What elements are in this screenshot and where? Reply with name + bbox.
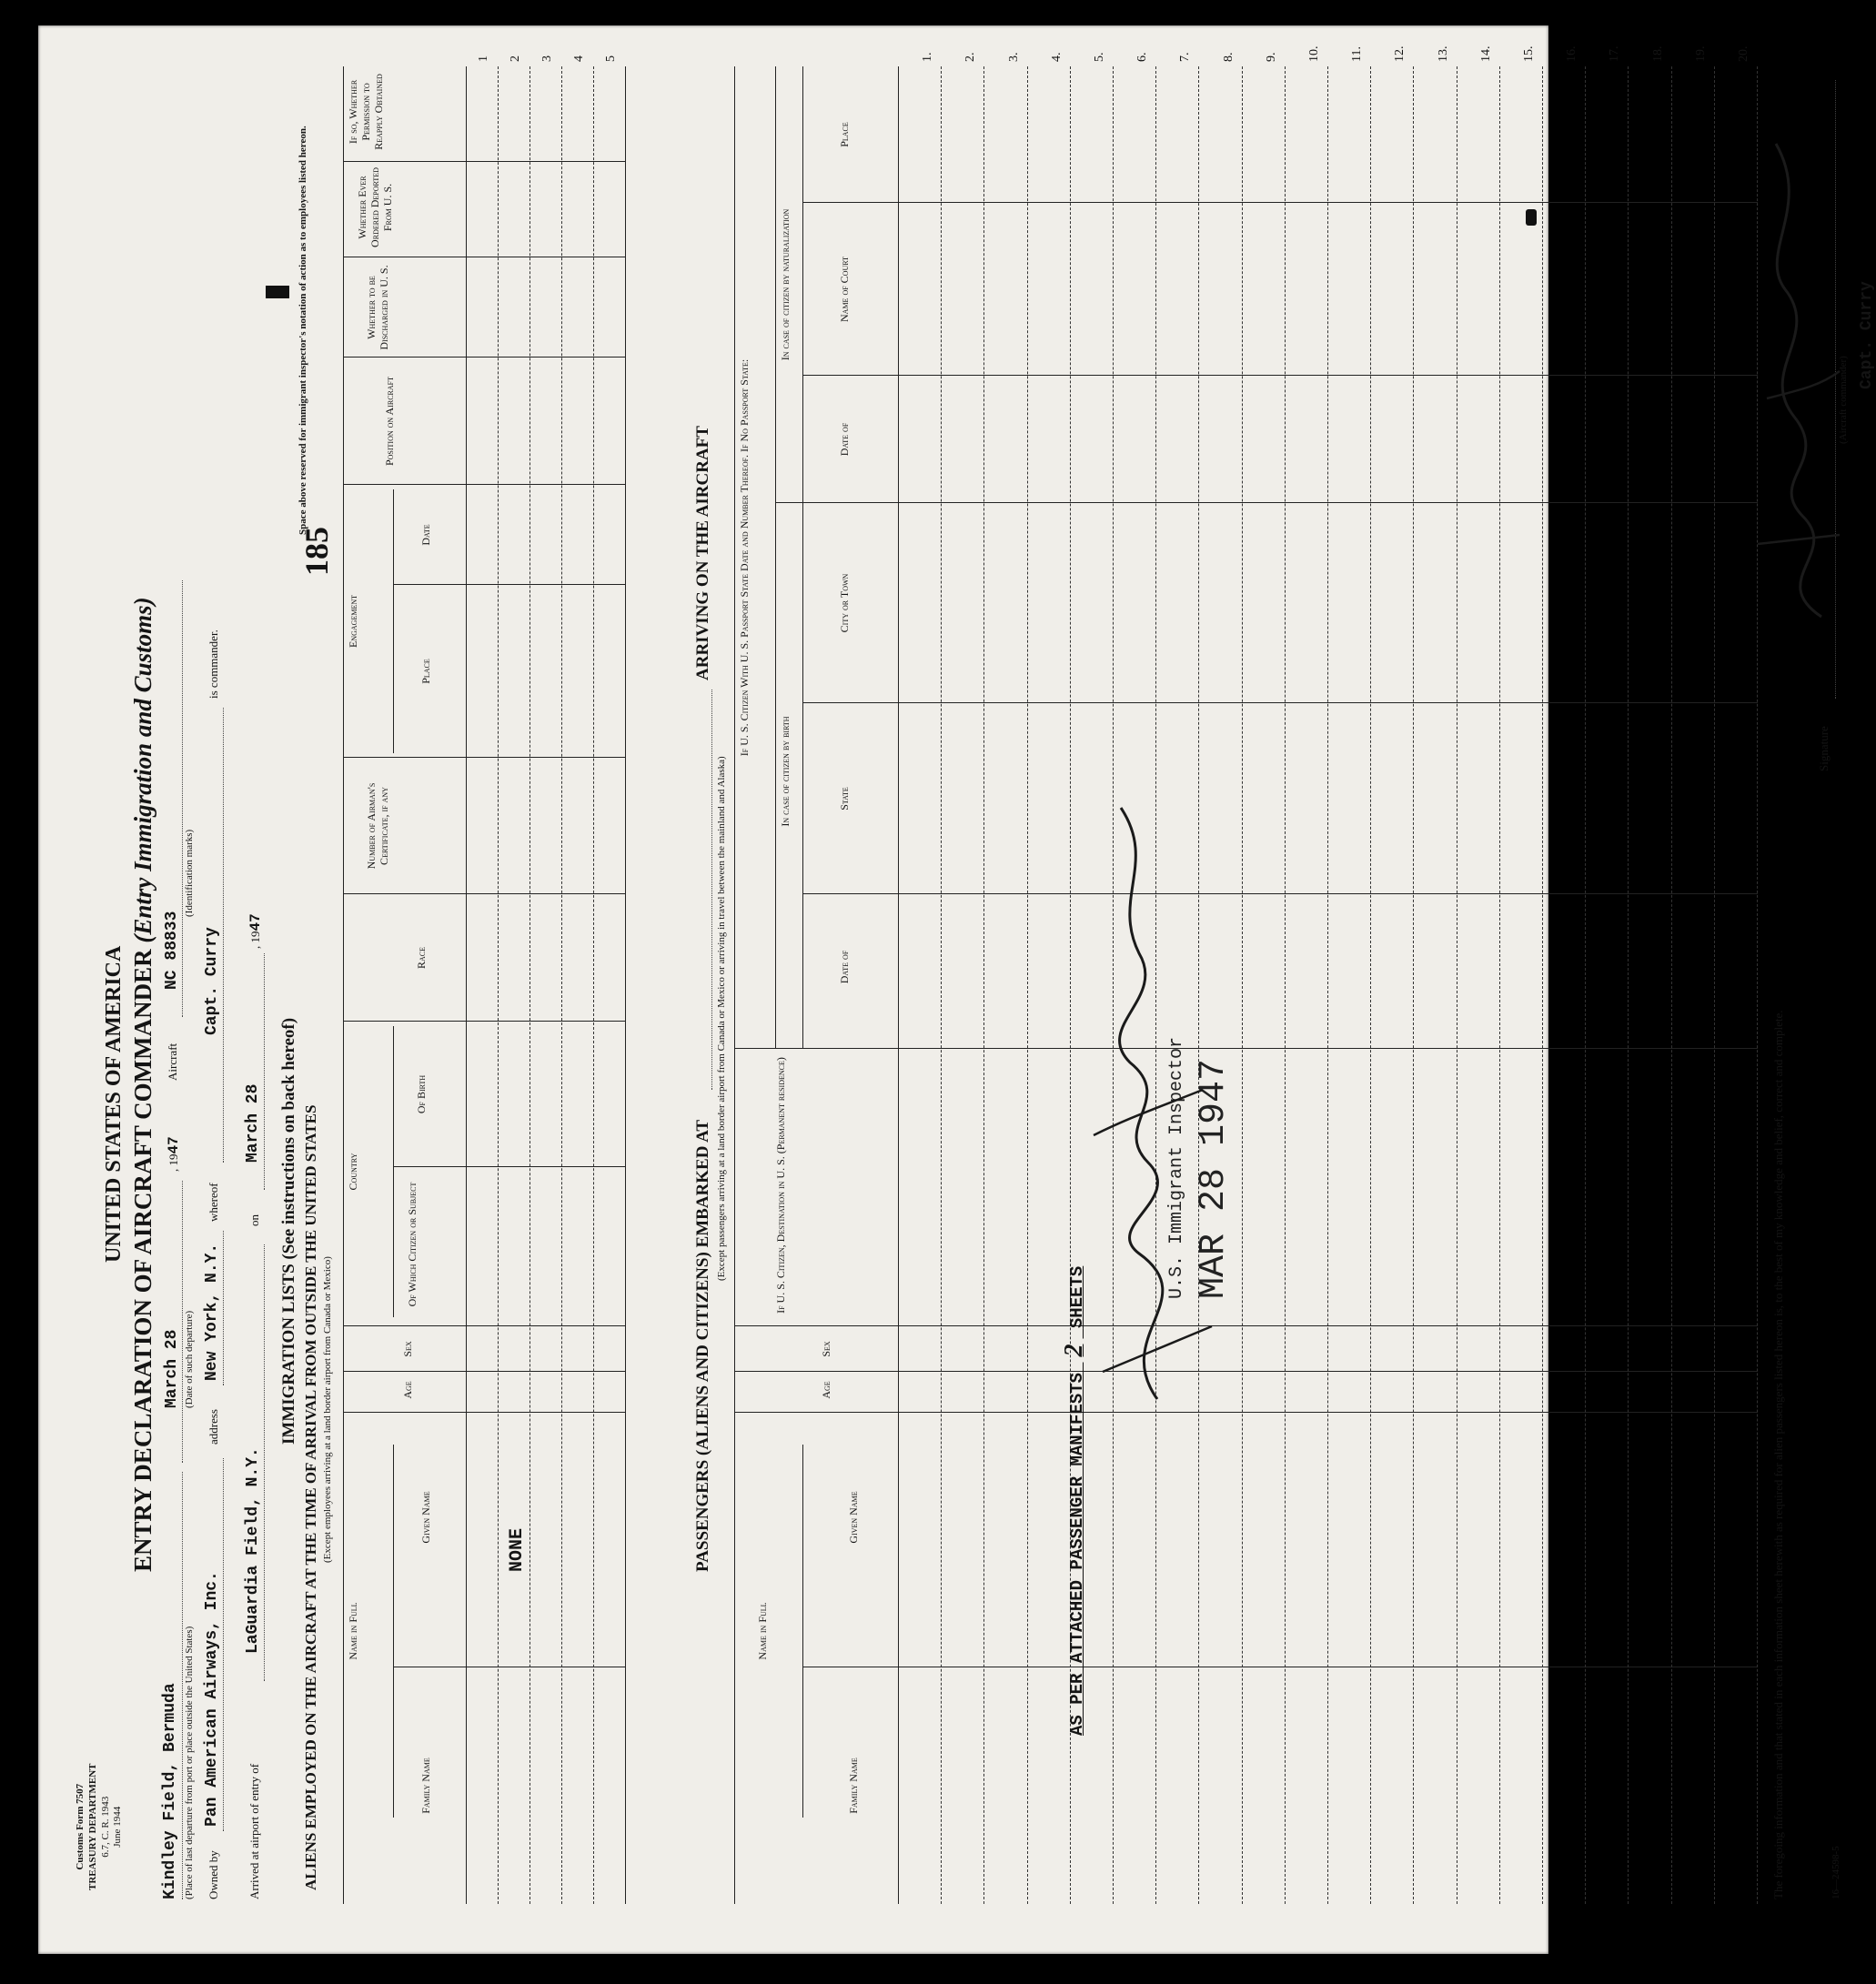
- form-title: [129, 597, 157, 1572]
- passengers-heading: PASSENGERS (ALIENS AND CITIZENS) EMBARKED AT: [693, 1119, 712, 1572]
- passenger-row-rule: [1542, 66, 1543, 1904]
- pass-col-age: Age: [820, 1381, 832, 1399]
- page-number: 185: [298, 527, 335, 576]
- aircraft-marks-caption: (Identification marks): [184, 829, 195, 917]
- crew-col-airman-cert: Number of Airman's Certificate, if any: [365, 782, 390, 870]
- inspector-reserved-note: Space above reserved for immigrant inspector's notation of action as to employees listed hereon.: [298, 126, 308, 535]
- passenger-row-number: 16.: [1565, 45, 1579, 62]
- passenger-row-rule: [1413, 66, 1414, 1904]
- passenger-row-rule: [1714, 66, 1715, 1904]
- form-department: TREASURY DEPARTMENT: [86, 1763, 98, 1890]
- crew-col-engagement-date: Date: [419, 524, 432, 546]
- manifest-sheets-count: 2: [1060, 1344, 1088, 1357]
- pass-col-birth-group: In case of citizen by birth: [779, 716, 792, 827]
- passenger-row-rule: [1327, 66, 1328, 1904]
- crew-row-number: 5: [604, 55, 618, 62]
- passenger-row-number: 12.: [1393, 45, 1407, 62]
- form-main-title: ENTRY DECLARATION OF AIRCRAFT COMMANDER: [129, 949, 156, 1572]
- form-number: Customs Form 7507: [75, 1783, 86, 1870]
- crew-col-engagement: Engagement: [347, 595, 359, 648]
- form-canvas: [38, 25, 1876, 1954]
- owned-by-label: Owned by: [207, 1850, 220, 1899]
- passenger-row-rule: [1628, 66, 1629, 1904]
- passenger-row-number: 8.: [1221, 52, 1236, 62]
- passenger-row-number: 2.: [963, 52, 978, 62]
- pass-col-name-in-full: Name in Full: [756, 1602, 769, 1660]
- passenger-row-rule: [1027, 66, 1028, 1904]
- crew-col-permission: If so, Whether Permission to Reapply Obtained: [347, 74, 385, 150]
- passenger-row-number: 5.: [1093, 52, 1106, 62]
- passenger-row-rule: [941, 66, 942, 1904]
- crew-col-race: Race: [415, 947, 428, 970]
- country-title: UNITED STATES OF AMERICA: [102, 945, 126, 1263]
- crew-col-sex: Sex: [401, 1341, 414, 1357]
- passengers-subheading: (Except passengers arriving at a land border airport from Canada or Mexico or arriving in travel between the mainland and Alaska): [716, 756, 727, 1281]
- address-label: address: [207, 1409, 220, 1445]
- crew-col-deported: Whether Ever Ordered Deported From U. S.: [356, 167, 394, 247]
- immigration-instruction: (See instructions on back hereof): [279, 1017, 298, 1260]
- inspector-stamp-date: MAR 28 1947: [1194, 1058, 1235, 1299]
- immigration-title-text: IMMIGRATION LISTS: [279, 1264, 298, 1445]
- crew-col-position: Position on Aircraft: [383, 377, 396, 467]
- signature-label: Signature: [1817, 726, 1831, 771]
- passenger-row-number: 15.: [1522, 45, 1536, 62]
- is-commander-label: is commander.: [207, 629, 220, 699]
- pass-col-naturalization-group: In case of citizen by naturalization: [779, 208, 792, 361]
- crew-row-number: 4: [572, 55, 586, 62]
- crew-col-family-name: Family Name: [419, 1757, 432, 1814]
- arrival-airport: LaGuardia Field, N.Y.: [244, 1447, 262, 1654]
- pass-col-given-name: Given Name: [847, 1491, 860, 1544]
- passenger-row-rule: [1585, 66, 1586, 1904]
- form-identifier: [75, 1764, 125, 1891]
- owner-name: Pan American Airways, Inc.: [203, 1571, 221, 1827]
- passenger-row-rule: [983, 66, 984, 1904]
- printer-code: 16—24598-5: [1831, 1846, 1841, 1899]
- passenger-row-rule: [1671, 66, 1672, 1904]
- passenger-row-rule: [1499, 66, 1500, 1904]
- arrival-year: , 1947: [247, 913, 264, 949]
- aircraft-label: Aircraft: [166, 1042, 179, 1081]
- inspector-stamp-label: U.S. Immigrant Inspector: [1166, 1036, 1187, 1299]
- pass-col-state: State: [838, 787, 851, 811]
- passenger-row-number: 4.: [1049, 52, 1064, 62]
- manifest-sheets-label: SHEETS: [1067, 1265, 1087, 1329]
- whereof-label: whereof: [207, 1183, 220, 1222]
- passenger-row-number: 19.: [1693, 45, 1708, 62]
- signer-name: Capt. Curry: [1858, 281, 1876, 389]
- crew-row-number: 2: [509, 55, 522, 62]
- pass-col-city: City or Town: [838, 573, 851, 633]
- departure-year: , 1947: [166, 1136, 182, 1172]
- immigration-title: [279, 1018, 299, 1445]
- passenger-row-number: 9.: [1264, 52, 1278, 62]
- signature-caption: (Aircraft commander): [1838, 356, 1849, 444]
- aliens-subheading: (Except employees arriving at a land border airport from Canada or Mexico): [322, 1256, 333, 1563]
- aircraft-marks: NC 88833: [163, 911, 181, 990]
- commander-name: Capt. Curry: [203, 927, 221, 1035]
- crew-col-country: Country: [347, 1153, 359, 1191]
- manifest-entry-text: AS PER ATTACHED PASSENGER MANIFESTS: [1067, 1372, 1087, 1736]
- passenger-row-number: 3.: [1006, 52, 1021, 62]
- passenger-row-rule: [1285, 66, 1286, 1904]
- inspector-signature: [1075, 771, 1221, 1408]
- crew-col-given-name: Given Name: [419, 1491, 432, 1544]
- passenger-row-number: 11.: [1350, 46, 1365, 62]
- crew-col-engagement-place: Place: [419, 659, 432, 684]
- ink-mark: [266, 286, 289, 298]
- form-date: June 1944: [112, 1806, 124, 1848]
- crew-entry-none: NONE: [507, 1527, 528, 1572]
- arrival-date: March 28: [244, 1083, 262, 1163]
- departure-place-caption: (Place of last departure from port or place outside the United States): [184, 1626, 195, 1899]
- departure-date-caption: (Date of such departure): [184, 1310, 195, 1408]
- pass-col-family-name: Family Name: [847, 1757, 860, 1814]
- passenger-row-number: 10.: [1307, 45, 1321, 62]
- document-page: [38, 25, 1876, 1954]
- pass-col-naturalization-date: Date of: [838, 422, 851, 457]
- arrival-on-label: on: [247, 1214, 261, 1226]
- passenger-row-number: 1.: [921, 52, 935, 62]
- pass-col-birth-date: Date of: [838, 950, 851, 984]
- pass-col-sex: Sex: [820, 1341, 832, 1357]
- crew-col-name-in-full: Name in Full: [347, 1602, 359, 1660]
- crew-row-number: 3: [540, 55, 554, 62]
- passenger-row-number: 13.: [1436, 45, 1450, 62]
- crew-col-discharged: Whether to be Discharged in U. S.: [365, 265, 390, 350]
- departure-place: Kindley Field, Bermuda: [161, 1683, 179, 1899]
- arrival-label: Arrived at airport of entry of: [247, 1763, 261, 1899]
- citizen-passport-note: If U. S. Citizen With U. S. Passport State Date and Number Thereof. If No Passport State:: [738, 358, 751, 757]
- pass-col-place: Place: [838, 122, 851, 147]
- departure-date: March 28: [163, 1329, 181, 1408]
- owner-address: New York, N.Y.: [203, 1243, 221, 1381]
- passenger-row-number: 7.: [1178, 52, 1193, 62]
- ink-mark: [1526, 209, 1537, 226]
- form-main-subtitle: (Entry Immigration and Customs): [129, 597, 156, 943]
- passenger-row-rule: [1370, 66, 1371, 1904]
- passenger-row-number: 17.: [1608, 45, 1622, 62]
- passenger-row-number: 14.: [1478, 45, 1493, 62]
- passengers-heading-arriving: ARRIVING ON THE AIRCRAFT: [693, 426, 712, 680]
- aliens-heading: ALIENS EMPLOYED ON THE AIRCRAFT AT THE TIME OF ARRIVAL FROM OUTSIDE THE UNITED STATES: [302, 1104, 319, 1890]
- form-regulation: 6.7, C. R. 1943: [99, 1796, 111, 1858]
- passenger-row-number: 18.: [1650, 45, 1665, 62]
- certification-text: The foregoing information and that stated in each information sheet herewith as required for alien passengers listed hereon is, to the best of my knowledge and belief, correct and complete.: [1771, 1010, 1785, 1899]
- crew-col-birth: Of Birth: [415, 1074, 428, 1114]
- crew-col-citizen-of: Of Which Citizen or Subject: [406, 1182, 419, 1307]
- passenger-row-number: 6.: [1135, 52, 1150, 62]
- pass-col-court: Name of Court: [838, 257, 851, 322]
- crew-col-age: Age: [401, 1381, 414, 1399]
- passenger-row-number: 20.: [1737, 45, 1750, 62]
- passenger-row-rule: [1242, 66, 1243, 1904]
- commander-signature: [1749, 126, 1849, 635]
- crew-row-number: 1: [477, 55, 490, 62]
- pass-col-destination: If U. S. Citizen, Destination in U. S. (Permanent residence): [774, 1057, 787, 1314]
